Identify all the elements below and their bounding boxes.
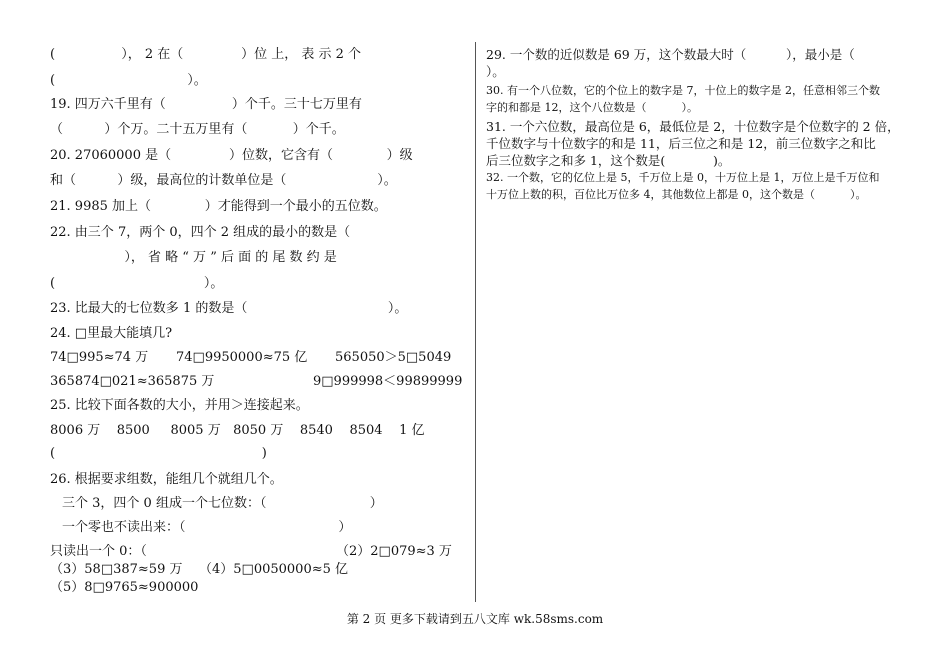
q24-item-a: 74□995≈74 万 xyxy=(50,350,149,365)
q20-line-2: 和（ ）级，最高位的计数单位是（ ）。 xyxy=(50,173,397,188)
q31-line-3: 后三位数字之和多 1，这个数是( )。 xyxy=(486,153,731,168)
q23: 23. 比最大的七位数多 1 的数是（ ）。 xyxy=(50,301,408,316)
q32-line-2: 十万位上数的积，百位比万位多 4，其他数位上都是 0，这个数是（ ）。 xyxy=(486,188,867,201)
q26-item-e: （5）8□9765≈900000 xyxy=(50,580,199,595)
q19-line-1: 19. 四万六千里有（ ）个千。三十七万里有 xyxy=(50,97,362,112)
q32-line-1: 32. 一个数，它的亿位上是 5，千万位上是 0，十万位上是 1，万位上是千万位和 xyxy=(486,171,880,184)
q25-numbers: 8006 万 8500 8005 万 8050 万 8540 8504 1 亿 xyxy=(50,423,425,438)
q24: 24. □里最大能填几? xyxy=(50,326,173,341)
q18-line-1: ( ）， 2 在（ ）位 上， 表 示 2 个 xyxy=(50,47,362,62)
q26: 26. 根据要求组数，能组几个就组几个。 xyxy=(50,472,283,487)
q26-item-a: 三个 3，四个 0 组成一个七位数：（ ） xyxy=(62,496,383,511)
q26-item-c: 只读出一个 0：（ xyxy=(50,544,147,559)
q24-item-d: 365874□021≈365875 万 xyxy=(50,374,215,389)
q25-answer-blank: ( ) xyxy=(50,446,267,461)
q19-line-2: （ ）个万。二十五万里有（ ）个千。 xyxy=(50,122,345,137)
q18-line-2: ( ）。 xyxy=(50,73,207,88)
q21: 21. 9985 加上（ ）才能得到一个最小的五位数。 xyxy=(50,199,387,214)
q29-line-1: 29. 一个数的近似数是 69 万，这个数最大时（ ），最小是（ xyxy=(486,47,855,62)
q30-line-2: 字的和都是 12，这个八位数是（ ）。 xyxy=(486,101,698,114)
q30-line-1: 30. 有一个八位数，它的个位上的数字是 7，十位上的数字是 2，任意相邻三个数 xyxy=(486,84,880,97)
q20-line-1: 20. 27060000 是（ ）位数，它含有（ ）级 xyxy=(50,148,413,163)
q24-item-c: 565050＞5□5049 xyxy=(335,350,452,365)
q29-line-2: ）。 xyxy=(486,64,505,79)
q26-item-c2: （2）2□079≈3 万 xyxy=(336,544,452,559)
q25: 25. 比较下面各数的大小，并用＞连接起来。 xyxy=(50,398,309,413)
q31-line-2: 千位数字与十位数字的和是 11，后三位之和是 12，前三位数字之和比 xyxy=(486,136,876,151)
q26-item-b: 一个零也不读出来：（ ） xyxy=(62,520,352,535)
q22-line-3: ( ）。 xyxy=(50,276,224,291)
column-divider xyxy=(475,42,476,602)
q31-line-1: 31. 一个六位数，最高位是 6，最低位是 2，十位数字是个位数字的 2 倍， xyxy=(486,119,900,134)
page-footer: 第 2 页 更多下载请到五八文库 wk.58sms.com xyxy=(346,612,604,626)
q22-line-1: 22. 由三个 7，两个 0，四个 2 组成的最小的数是（ xyxy=(50,225,351,240)
q24-item-e: 9□999998＜99899999 xyxy=(313,374,463,389)
q22-line-2: ）， 省 略 “ 万 ” 后 面 的 尾 数 约 是 xyxy=(50,250,337,265)
q24-item-b: 74□9950000≈75 亿 xyxy=(176,350,308,365)
q26-item-d: （3）58□387≈59 万 （4）5□0050000≈5 亿 xyxy=(50,562,349,577)
